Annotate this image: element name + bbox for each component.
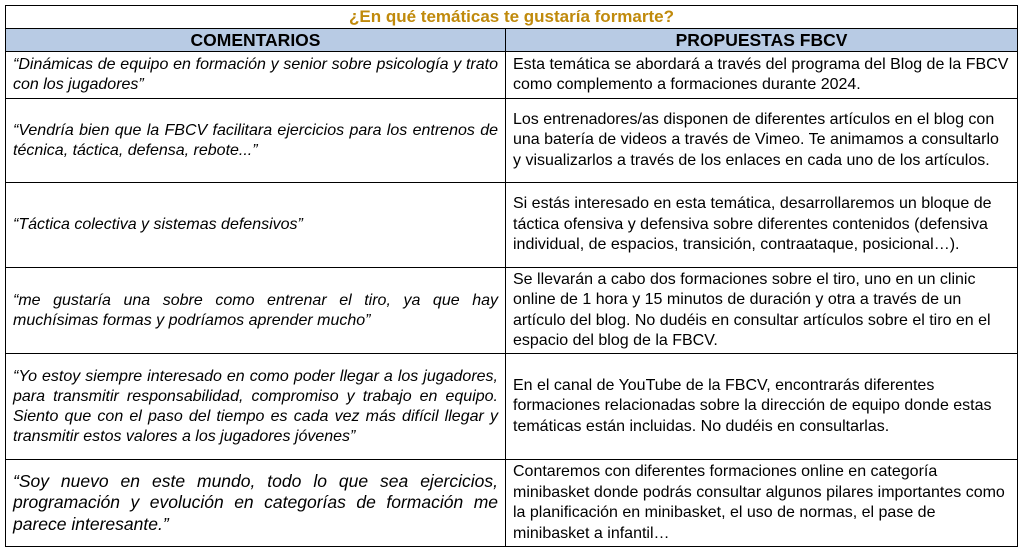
header-proposals: PROPUESTAS FBCV <box>506 29 1018 52</box>
comment-cell: “Táctica colectiva y sistemas defensivos” <box>6 183 506 268</box>
table-row <box>6 460 1018 547</box>
header-comments: COMENTARIOS <box>6 29 506 52</box>
proposal-cell: Se llevarán a cabo dos formaciones sobre el tiro, uno en un clinic online de 1 hora y 15 minutos de duración y otra a través de un artículo del blog. No dudéis en consultar artículos sobre el tiro en el espacio del blog de la FBCV. <box>506 268 1018 354</box>
table-row <box>6 354 1018 460</box>
comment-cell: “Yo estoy siempre interesado en como poder llegar a los jugadores, para transmitir responsabilidad, compromiso y trabajo en equipo. Siento que con el paso del tiempo es cada vez más difícil llegar y transmitir estos valores a los jugadores jóvenes” <box>6 354 506 460</box>
proposal-cell: En el canal de YouTube de la FBCV, encontrarás diferentes formaciones relacionadas sobre la dirección de equipo donde estas temáticas están incluidas. No dudéis en consultarlas. <box>506 354 1018 460</box>
table-row <box>6 52 1018 99</box>
table-row <box>6 268 1018 354</box>
comment-cell: “Soy nuevo en este mundo, todo lo que sea ejercicios, programación y evolución en categorías de formación me parece interesante.” <box>6 460 506 547</box>
proposal-cell: Esta temática se abordará a través del programa del Blog de la FBCV como complemento a formaciones durante 2024. <box>506 52 1018 99</box>
table-title: ¿En qué temáticas te gustaría formarte? <box>6 6 1018 29</box>
table-header-row <box>6 29 1018 52</box>
comment-cell: “me gustaría una sobre como entrenar el tiro, ya que hay muchísimas formas y podríamos aprender mucho” <box>6 268 506 354</box>
comment-cell: “Vendría bien que la FBCV facilitara ejercicios para los entrenos de técnica, táctica, defensa, rebote...” <box>6 99 506 183</box>
proposal-cell: Contaremos con diferentes formaciones online en categoría minibasket donde podrás consultar algunos pilares importantes como la planificación en minibasket, el uso de normas, el pase de minibasket a infantil… <box>506 460 1018 547</box>
table-row <box>6 99 1018 183</box>
proposal-cell: Los entrenadores/as disponen de diferentes artículos en el blog con una batería de videos a través de Vimeo. Te animamos a consultarlo y visualizarlos a través de los enlaces en cada uno de los artículos. <box>506 99 1018 183</box>
proposal-cell: Si estás interesado en esta temática, desarrollaremos un bloque de táctica ofensiva y defensiva sobre diferentes contenidos (defensiva individual, de espacios, transición, contraataque, posicional…). <box>506 183 1018 268</box>
table-title-row <box>6 6 1018 29</box>
training-topics-table <box>5 5 1018 547</box>
comment-cell: “Dinámicas de equipo en formación y senior sobre psicología y trato con los jugadores” <box>6 52 506 99</box>
table-row <box>6 183 1018 268</box>
